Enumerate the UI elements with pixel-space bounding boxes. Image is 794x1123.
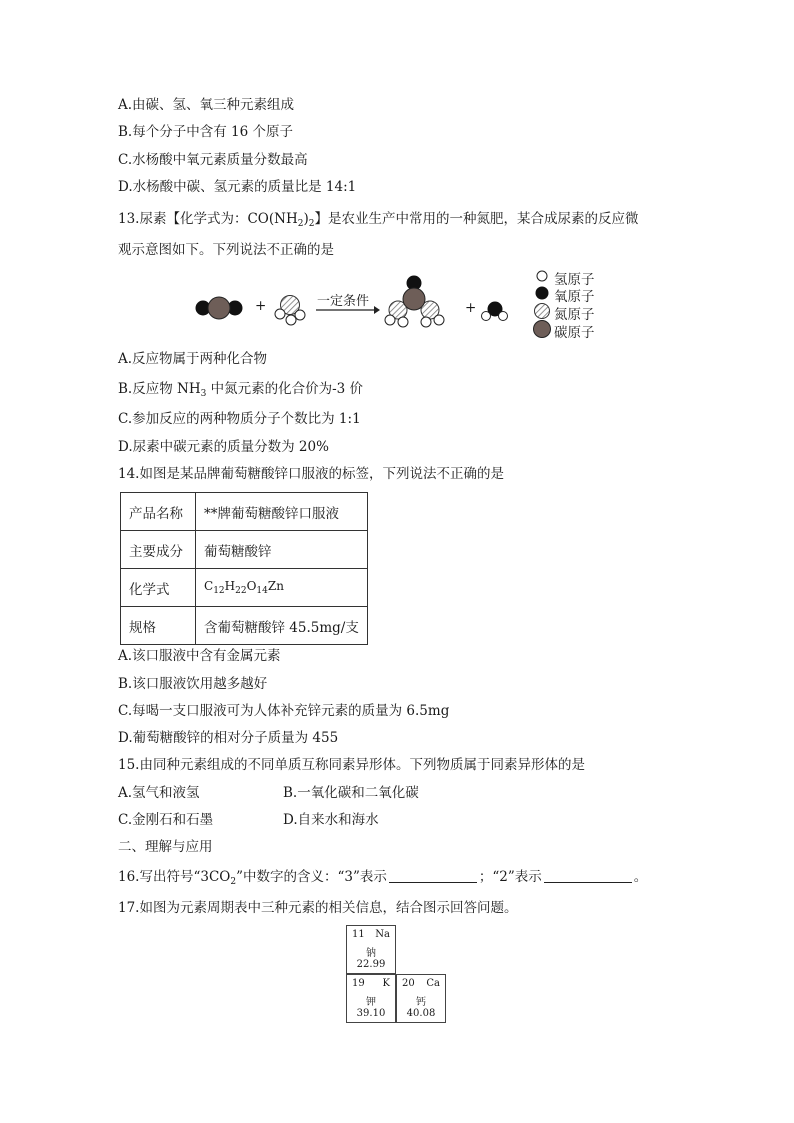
- q15-option-a: A.氢气和液氢: [118, 785, 200, 801]
- answer-blank-1[interactable]: [389, 869, 477, 883]
- q16-mid: ”中数字的含义：“3”表示: [236, 869, 387, 885]
- q13-stem-sub2: 2: [308, 219, 315, 229]
- q14-option-d: D.葡萄糖酸锌的相对分子质量为 455: [118, 730, 339, 746]
- q16-sub: 2: [230, 877, 237, 887]
- legend-oxygen: 氧原子: [554, 289, 595, 305]
- q16-mid2: ；“2”表示: [478, 869, 542, 885]
- atomic-mass: 40.08: [406, 1008, 436, 1019]
- q16-text: 16.写出符号“3CO: [118, 869, 231, 885]
- q17-stem: 17.如图为元素周期表中三种元素的相关信息，结合图示回答问题。: [118, 900, 518, 916]
- q14-option-a: A.该口服液中含有金属元素: [118, 648, 281, 664]
- formula-c-n: 12: [213, 586, 225, 596]
- table-row: [121, 607, 368, 645]
- q15-stem: 15.由同种元素组成的不同单质互称同素异形体。下列物质属于同素异形体的是: [118, 757, 585, 773]
- q13-option-b-text: B.反应物 NH: [118, 381, 201, 397]
- plus-sign-1: +: [255, 298, 267, 314]
- q13-option-c: C.参加反应的两种物质分子个数比为 1:1: [118, 411, 361, 427]
- q13-stem-line2: 观示意图如下。下列说法不正确的是: [118, 242, 334, 258]
- atomic-number: 20: [402, 978, 415, 989]
- formula-o-n: 14: [256, 586, 268, 596]
- q13-option-b-after: 中氮元素的化合价为-3 价: [206, 381, 364, 397]
- element-symbol: Ca: [426, 978, 440, 989]
- chemical-formula: [196, 569, 368, 607]
- urea-molecule: [385, 276, 444, 327]
- q12-option-d: D.水杨酸中碳、氢元素的质量比是 14:1: [118, 179, 357, 195]
- q16-stem: [118, 868, 647, 891]
- atomic-mass: 39.10: [356, 1008, 386, 1019]
- element-name: 钾: [366, 997, 376, 1008]
- element-symbol: K: [382, 978, 390, 989]
- q13-option-b: [118, 380, 363, 403]
- element-cell-k: [346, 974, 396, 1023]
- table-key: 规格: [121, 607, 196, 645]
- formula-h-n: 22: [235, 586, 247, 596]
- q12-option-a: A.由碳、氢、氧三种元素组成: [118, 97, 295, 113]
- q12-option-b: B.每个分子中含有 16 个原子: [118, 124, 293, 140]
- element-name: 钠: [366, 948, 376, 959]
- table-row: [121, 493, 368, 531]
- table-value: 葡萄糖酸锌: [196, 531, 368, 569]
- q15-option-c: C.金刚石和石墨: [118, 812, 214, 828]
- table-row: [121, 531, 368, 569]
- formula-h: H: [224, 579, 236, 593]
- co2-molecule: [196, 297, 242, 319]
- table-value: 含葡萄糖酸锌 45.5mg/支: [196, 607, 368, 645]
- q13-option-b-sub: 3: [200, 389, 207, 399]
- legend-hydrogen: 氢原子: [554, 272, 595, 288]
- table-key: 产品名称: [121, 493, 196, 531]
- legend-symbols: [534, 271, 551, 338]
- section-heading: 二、理解与应用: [118, 839, 213, 855]
- table-key: 化学式: [121, 569, 196, 607]
- q14-option-c: C.每喝一支口服液可为人体补充锌元素的质量为 6.5mg: [118, 703, 450, 719]
- answer-blank-2[interactable]: [544, 869, 632, 883]
- plus-sign-2: +: [465, 300, 477, 316]
- atomic-mass: 22.99: [356, 959, 386, 970]
- element-cell-ca: [396, 974, 446, 1023]
- q15-option-d: D.自来水和海水: [283, 812, 379, 828]
- legend-carbon: 碳原子: [554, 325, 595, 341]
- q13-option-d: D.尿素中碳元素的质量分数为 20%: [118, 439, 329, 455]
- formula-zn: Zn: [267, 579, 284, 593]
- q12-option-c: C.水杨酸中氧元素质量分数最高: [118, 152, 308, 168]
- atomic-number: 11: [352, 929, 365, 940]
- q13-stem-part: 13.尿素【化学式为：CO(NH: [118, 211, 298, 227]
- atomic-number: 19: [352, 978, 365, 989]
- q13-stem-after: 】是农业生产中常用的一种氮肥，某合成尿素的反应微: [314, 211, 639, 227]
- table-key: 主要成分: [121, 531, 196, 569]
- q13-option-a: A.反应物属于两种化合物: [118, 351, 268, 367]
- table-value: **牌葡萄糖酸锌口服液: [196, 493, 368, 531]
- q15-option-b: B.一氧化碳和二氧化碳: [283, 785, 419, 801]
- h2o-molecule: [482, 302, 508, 321]
- element-symbol: Na: [375, 929, 390, 940]
- q13-stem-paren: ): [303, 211, 309, 227]
- legend-nitrogen: 氮原子: [554, 307, 595, 323]
- formula-c: C: [204, 579, 214, 593]
- reaction-condition: 一定条件: [317, 294, 370, 309]
- q16-end: 。: [633, 869, 648, 885]
- table-row: [121, 569, 368, 607]
- q14-option-b: B.该口服液饮用越多越好: [118, 676, 268, 692]
- q14-stem: 14.如图是某品牌葡萄糖酸锌口服液的标签，下列说法不正确的是: [118, 466, 504, 482]
- product-label-table: [120, 492, 368, 645]
- formula-o: O: [246, 579, 257, 593]
- element-name: 钙: [416, 997, 426, 1008]
- nh3-molecule: [275, 296, 305, 326]
- q13-stem-sub: 2: [297, 219, 304, 229]
- element-cell-na: [346, 925, 396, 974]
